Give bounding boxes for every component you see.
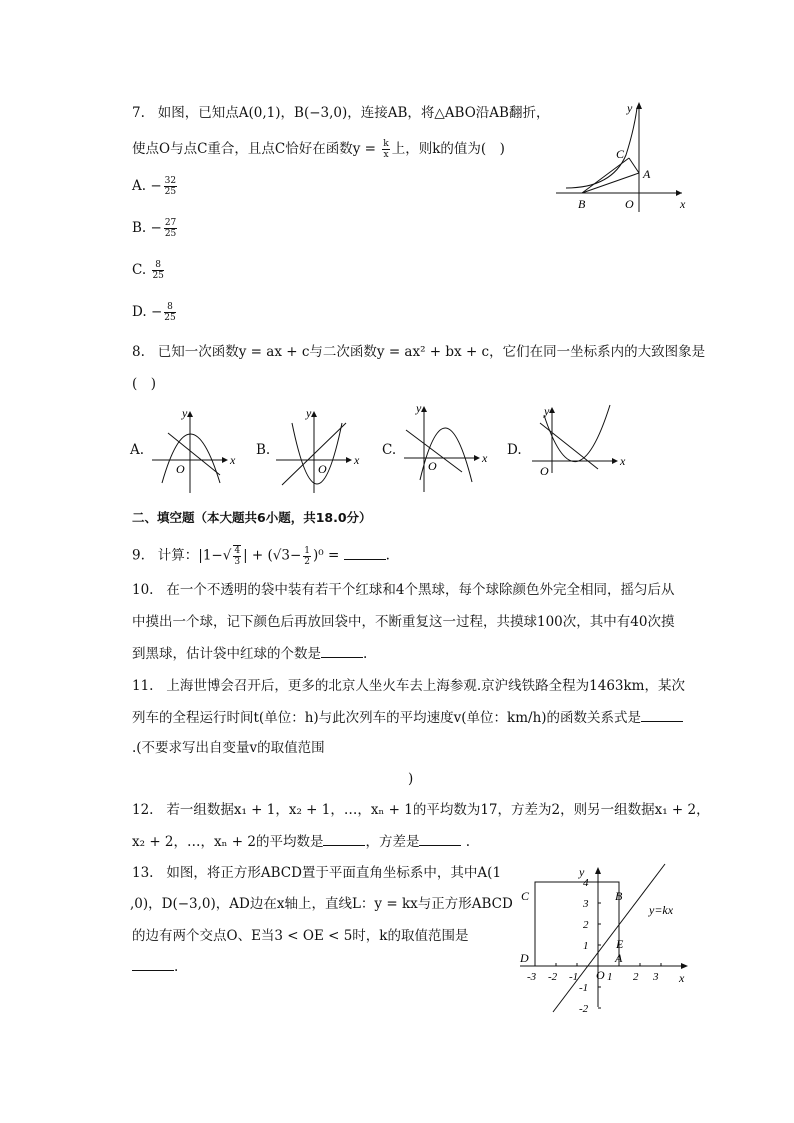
q13-ytick-4: 4 — [583, 877, 589, 889]
q8-c-label-y: y — [416, 401, 422, 415]
q8-a-parabola — [162, 434, 220, 483]
q7-label-c: C — [616, 147, 625, 161]
q8-c-parabola — [420, 428, 472, 482]
q8-d-parabola — [544, 405, 610, 462]
q8-d-y-arrow — [549, 407, 555, 413]
q11-line1 — [132, 677, 685, 695]
q13-xtick-m3: -3 — [527, 971, 537, 983]
q13-ytick-m2: -2 — [579, 1003, 589, 1015]
q7-option-c-num: 8 — [152, 260, 163, 271]
q8-b-parabola — [292, 423, 342, 484]
q7-y-arrow — [636, 102, 642, 109]
q13-label-e: E — [616, 937, 624, 951]
q8-text-line2: ( ) — [132, 376, 157, 392]
q7-label-x: x — [680, 197, 686, 211]
q13-ytick-1: 1 — [583, 940, 589, 952]
q13-y-arrow — [595, 867, 601, 874]
q13-figure — [515, 862, 695, 1015]
q8-graph-d[interactable] — [528, 403, 638, 493]
q9-text-b: | + (√3− — [243, 547, 302, 564]
q10-line3 — [132, 645, 367, 663]
q13-xtick-m2: -2 — [548, 971, 558, 983]
q12-text-line2b: ，方差是 — [365, 834, 420, 850]
section2-title: 二、填空题（本大题共6小题，共18.0分） — [132, 510, 372, 525]
q12-text-line2a: x₂ + 2，…，xₙ + 2的平均数是 — [132, 834, 324, 850]
q7-option-b-label: B. — [132, 220, 147, 236]
q7-text-line1: 如图，已知点A(0,1)，B(−3,0)，连接AB，将△ABO沿AB翻折， — [157, 105, 550, 121]
q7-option-a-label: A. — [132, 178, 147, 194]
q9-text-a: 计算：|1− — [157, 547, 223, 564]
q13-ytick-2: 2 — [583, 919, 589, 931]
q7-text-line2b: 上，则k的值为( ) — [391, 141, 505, 157]
q8-b-y-arrow — [311, 411, 317, 417]
q11-line3 — [132, 739, 325, 757]
q9-answer-blank[interactable] — [344, 547, 386, 560]
q8-a-label-x: x — [230, 453, 236, 467]
q8-graph-c[interactable] — [400, 400, 500, 495]
q11-text-line1: 上海世博会召开后，更多的北京人坐火车去上海参观.京沪线铁路全程为1463km，某次 — [166, 678, 685, 694]
q8-option-b-label[interactable]: B. — [256, 442, 271, 458]
q7-option-b-num: 27 — [164, 218, 177, 228]
q13-xtick-3: 3 — [653, 971, 659, 983]
q10-end: . — [363, 646, 368, 662]
q7-number: 7. — [132, 105, 145, 121]
q13-square — [535, 882, 619, 966]
q12-end: . — [465, 834, 471, 850]
q7-option-d-num: 8 — [164, 302, 175, 313]
q9-sqrt-den: 3 — [234, 557, 241, 567]
q13-label-o: O — [596, 968, 605, 982]
q9-number: 9. — [132, 547, 145, 564]
q7-option-d-frac — [164, 302, 175, 323]
q9-sqrt-num: 4 — [234, 546, 241, 556]
q13-xtick-m1: -1 — [569, 971, 579, 983]
q11-text-line3: .(不要求写出自变量v的取值范围 — [132, 740, 325, 756]
q12-number: 12. — [132, 802, 154, 818]
q7-option-d[interactable] — [132, 302, 178, 323]
q8-a-label-y: y — [182, 406, 188, 420]
q7-option-a-frac — [164, 176, 177, 197]
q11-text-line4: ) — [408, 771, 414, 787]
q7-text-line2a: 使点O与点C重合，且点C恰好在函数y = — [132, 141, 381, 157]
q8-c-y-arrow — [421, 406, 427, 412]
q8-d-line — [540, 423, 598, 469]
q8-option-d-label[interactable]: D. — [507, 442, 522, 458]
q8-graph-a[interactable] — [148, 405, 248, 495]
q12-line2 — [132, 833, 470, 851]
q8-option-a-label[interactable]: A. — [130, 442, 145, 458]
q8-line2 — [132, 375, 156, 393]
q13-label-line: y=kx — [649, 903, 674, 917]
q8-text-line1: 已知一次函数y = ax + c与二次函数y = ax² + bx + c，它们在同一坐标系内的大致图象是 — [157, 344, 706, 360]
q8-c-x-arrow — [474, 455, 480, 461]
q7-option-c-label: C. — [132, 262, 147, 278]
q11-line2 — [132, 709, 683, 727]
q13-line1 — [132, 864, 501, 882]
q12-text-line1: 若一组数据x₁ + 1，x₂ + 1，…，xₙ + 1的平均数为17，方差为2，则另一组数据x₁ + 2， — [166, 802, 710, 818]
q13-number: 13. — [132, 865, 154, 881]
q13-label-a: A — [615, 951, 623, 965]
q8-b-label-o: O — [318, 462, 327, 476]
q9-line — [132, 545, 390, 567]
q7-option-b-sign: − — [150, 220, 162, 236]
q9-end: . — [385, 547, 390, 564]
q8-number: 8. — [132, 344, 145, 360]
q8-b-x-arrow — [346, 457, 352, 463]
q9-half-num: 1 — [304, 545, 311, 556]
q10-answer-blank[interactable] — [321, 645, 363, 658]
q7-hyperbola — [566, 108, 637, 188]
q8-graph-b[interactable] — [272, 405, 372, 495]
q13-x-arrow — [681, 963, 688, 969]
q7-label-a: A — [643, 167, 651, 181]
q7-label-y: y — [627, 101, 633, 115]
q10-text-line3: 到黑球，估计袋中红球的个数是 — [132, 646, 321, 662]
q8-d-x-arrow — [612, 458, 618, 464]
q10-text-line2: 中摸出一个球，记下颜色后再放回袋中，不断重复这一过程，共摸球100次，其中有40次摸 — [132, 614, 675, 630]
q11-line4 — [408, 770, 413, 788]
q7-option-d-den: 25 — [164, 313, 176, 323]
q7-label-o: O — [625, 197, 634, 211]
q13-end: . — [174, 959, 179, 975]
q7-x-arrow — [676, 190, 682, 196]
q7-option-a-sign: − — [150, 178, 162, 194]
q7-segment-bc — [582, 158, 629, 193]
q8-line1 — [132, 343, 705, 361]
q13-label-b: B — [615, 889, 623, 903]
q7-fraction — [382, 139, 389, 160]
q8-d-label-y: y — [544, 404, 550, 418]
q7-option-b-frac — [164, 218, 177, 239]
q9-sqrt-frac — [233, 545, 241, 567]
q13-label-y: y — [579, 865, 585, 879]
q10-number: 10. — [132, 582, 154, 598]
q7-segment-ca — [629, 158, 639, 173]
q9-sqrt-sign: √ — [222, 547, 232, 564]
q13-line4 — [132, 958, 178, 976]
q13-text-line2: ,0)，D(−3,0)，AD边在x轴上，直线L：y = kx与正方形ABCD — [130, 896, 513, 912]
q7-line1 — [132, 104, 549, 122]
q9-half-den: 2 — [304, 556, 311, 567]
q8-d-label-x: x — [620, 454, 626, 468]
q7-option-d-sign: − — [150, 304, 163, 320]
q7-line2 — [132, 139, 505, 160]
q7-option-c-frac — [152, 260, 163, 281]
q13-answer-blank[interactable] — [132, 958, 174, 971]
q13-xtick-1: 1 — [607, 971, 613, 983]
q11-text-line2: 列车的全程运行时间t(单位：h)与此次列车的平均速度v(单位：km/h)的函数关系式是 — [132, 710, 642, 726]
q12-variance-blank[interactable] — [419, 833, 461, 846]
q8-a-label-o: O — [176, 462, 185, 476]
q7-figure — [552, 100, 692, 215]
q8-a-y-arrow — [187, 411, 193, 417]
q7-frac-num: k — [383, 139, 389, 149]
q7-option-d-label: D. — [132, 304, 147, 320]
q11-number: 11. — [132, 678, 154, 694]
q7-option-c[interactable] — [132, 260, 166, 281]
q7-option-a-num: 32 — [164, 176, 177, 186]
q13-line-kx — [553, 864, 665, 1012]
q13-text-line1: 如图，将正方形ABCD置于平面直角坐标系中，其中A(1 — [166, 865, 502, 881]
q8-c-label-o: O — [428, 459, 437, 473]
q12-mean-blank[interactable] — [323, 833, 365, 846]
q8-b-label-y: y — [306, 406, 312, 420]
q7-option-c-den: 25 — [152, 271, 164, 281]
q8-c-label-x: x — [482, 451, 488, 465]
q9-text-c: )⁰ = — [313, 547, 344, 564]
q7-option-b[interactable] — [132, 218, 179, 239]
q7-label-b: B — [578, 197, 586, 211]
q7-option-a-den: 25 — [164, 187, 177, 197]
q13-text-line3: 的边有两个交点O、E当3 < OE < 5时，k的取值范围是 — [132, 928, 469, 944]
q8-b-label-x: x — [354, 453, 360, 467]
q13-ytick-3: 3 — [583, 898, 589, 910]
q10-line2 — [132, 613, 674, 631]
q7-frac-den: x — [383, 150, 389, 160]
q10-text-line1: 在一个不透明的袋中装有若干个红球和4个黑球，每个球除颜色外完全相同，摇匀后从 — [166, 582, 675, 598]
q8-option-c-label[interactable]: C. — [382, 442, 397, 458]
q13-label-d: D — [520, 951, 529, 965]
q12-line1 — [132, 801, 710, 819]
q10-line1 — [132, 581, 674, 599]
q13-ytick-m1: -1 — [579, 982, 589, 994]
q13-label-c: C — [521, 889, 530, 903]
q8-a-x-arrow — [222, 457, 228, 463]
q13-line2 — [130, 895, 513, 913]
q7-option-a[interactable] — [132, 176, 179, 197]
q11-answer-blank[interactable] — [641, 709, 683, 722]
q13-line3 — [132, 927, 469, 945]
q13-xtick-2: 2 — [633, 971, 639, 983]
q7-option-b-den: 25 — [164, 229, 177, 239]
q8-d-label-o: O — [540, 464, 549, 478]
q9-half-frac — [303, 546, 311, 567]
q13-label-x: x — [679, 971, 685, 985]
